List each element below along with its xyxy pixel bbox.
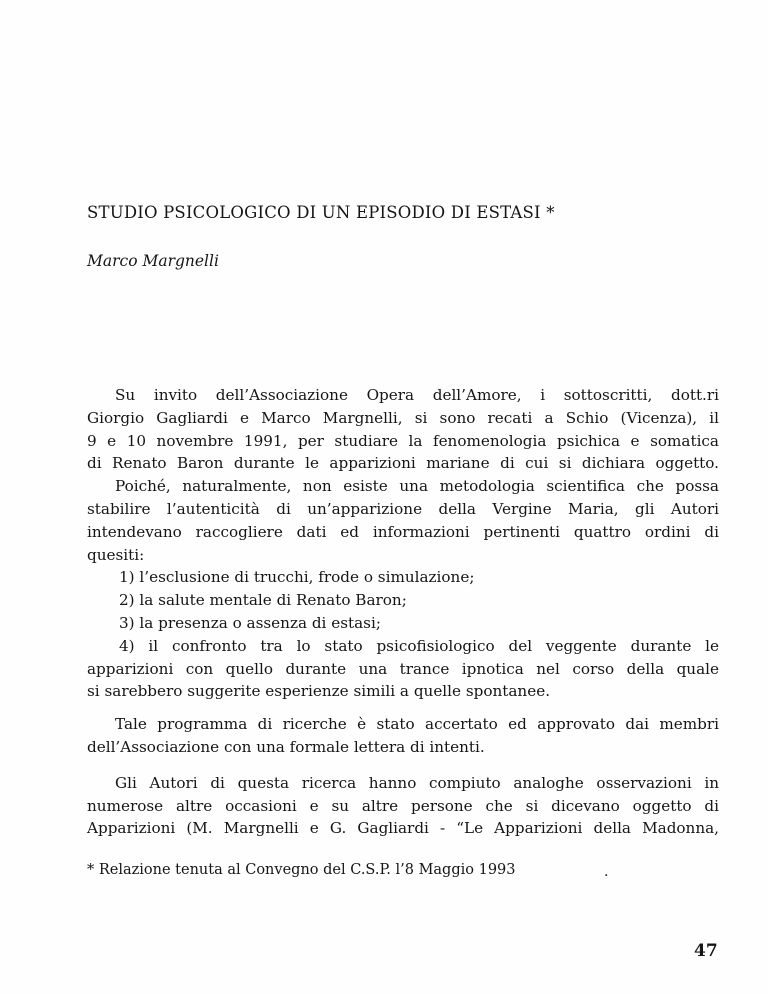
text-line: Su invito dell’Associazione Opera dell’Amore, i sottoscritti, dott.ri (115, 386, 719, 404)
text-line: Poiché, naturalmente, non esiste una metodologia scientifica che possa (115, 477, 719, 496)
research-questions-list (87, 566, 719, 703)
text-line: stabilire l’autenticità di un’apparizione della Vergine Maria, gli Autori (87, 499, 719, 518)
list-item: 4) il confronto tra lo stato psicofisiologico del veggente durante le (119, 636, 719, 655)
paragraph-gap (87, 759, 719, 772)
paragraph-2 (87, 475, 719, 566)
text-line: intendevano raccogliere dati ed informazioni pertinenti quattro ordini di (87, 522, 719, 541)
list-item: 2) la salute mentale di Renato Baron; (119, 591, 407, 610)
text-line: numerose altre occasioni e su altre persone che si dicevano oggetto di (87, 796, 719, 815)
text-line: Gli Autori di questa ricerca hanno compiuto analoghe osservazioni in (115, 773, 719, 792)
paragraph-1 (87, 384, 719, 475)
article-body (87, 384, 719, 840)
text-line: dell’Associazione con una formale lettera di intenti. (87, 737, 485, 756)
stray-mark: . (604, 864, 609, 880)
list-item: 1) l’esclusione di trucchi, frode o simulazione; (119, 568, 475, 587)
text-line: Tale programma di ricerche è stato accertato ed approvato dai membri (115, 715, 719, 734)
text-line: apparizioni con quello durante una trance ipnotica nel corso della quale (87, 659, 719, 678)
article-title: STUDIO PSICOLOGICO DI UN EPISODIO DI ESTASI * (87, 203, 555, 222)
page-number: 47 (694, 941, 718, 961)
footnote: * Relazione tenuta al Convegno del C.S.P. l’8 Maggio 1993 (87, 862, 516, 878)
text-line: Apparizioni (M. Margnelli e G. Gagliardi - “Le Apparizioni della Madonna, (87, 819, 719, 838)
paragraph-gap (87, 703, 719, 713)
paragraph-4 (87, 772, 719, 840)
text-line: quesiti: (87, 545, 145, 564)
text-line: di Renato Baron durante le apparizioni mariane di cui si dichiara oggetto. (87, 454, 719, 473)
paragraph-3 (87, 713, 719, 759)
author-name: Marco Margnelli (87, 252, 219, 270)
text-line: Giorgio Gagliardi e Marco Margnelli, si sono recati a Schio (Vicenza), il (87, 408, 719, 427)
text-line: si sarebbero suggerite esperienze simili a quelle spontanee. (87, 682, 551, 701)
text-line: 9 e 10 novembre 1991, per studiare la fenomenologia psichica e somatica (87, 431, 719, 450)
list-item: 3) la presenza o assenza di estasi; (119, 613, 381, 632)
